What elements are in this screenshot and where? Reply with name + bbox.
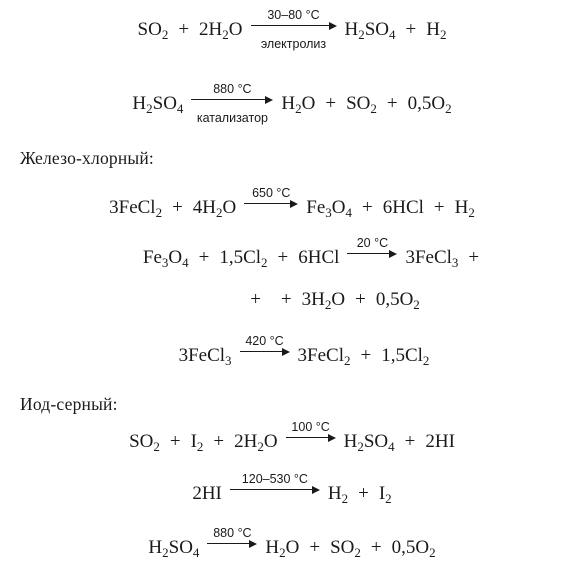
- plus-sign: +: [280, 289, 292, 310]
- equation-line: [0, 186, 584, 220]
- section-heading: Железо-хлорный:: [20, 148, 154, 168]
- plus-sign: +: [178, 19, 190, 40]
- chemical-term: [376, 288, 420, 312]
- formula-text: O: [285, 537, 300, 558]
- formula-text: O: [222, 197, 237, 218]
- equation-line: [0, 420, 584, 454]
- subscript: 2: [357, 439, 364, 454]
- reaction-arrow: [207, 526, 257, 553]
- reaction-condition-temperature: 650 °C: [252, 186, 291, 200]
- formula-text: O: [331, 289, 346, 310]
- chemical-term: [143, 246, 189, 270]
- formula-text: 3FeCl: [109, 197, 156, 218]
- reaction-condition-temperature: 880 °C: [213, 82, 252, 96]
- formula-text: 6HCl: [382, 197, 424, 218]
- plus-sign: +: [360, 345, 372, 366]
- subscript: 4: [389, 27, 396, 42]
- subscript: 2: [146, 101, 153, 116]
- subscript: 3: [325, 205, 332, 220]
- chemical-term: [129, 430, 160, 454]
- reaction-condition-method: катализатор: [196, 111, 268, 125]
- formula-text: I: [190, 431, 197, 452]
- formula-text: H: [148, 537, 163, 558]
- chemical-term: [265, 536, 299, 560]
- reaction-condition-temperature: 120–530 °C: [241, 472, 308, 486]
- formula-text: H: [132, 93, 147, 114]
- chemical-term: [346, 92, 377, 116]
- subscript: 2: [468, 205, 475, 220]
- plus-sign: +: [172, 197, 183, 218]
- reaction-condition-temperature: 100 °C: [291, 420, 330, 434]
- formula-text: H: [454, 197, 469, 218]
- equation-line: [24, 236, 584, 270]
- reaction-arrow: [244, 186, 298, 213]
- reaction-arrow: [240, 334, 290, 361]
- subscript: 3: [225, 353, 232, 368]
- chemical-term: [306, 196, 352, 220]
- chemical-term: [298, 344, 351, 368]
- equation-line: [0, 472, 584, 506]
- formula-text: 3H: [301, 289, 325, 310]
- formula-text: 3FeCl: [178, 345, 226, 366]
- subscript: 4: [182, 255, 189, 270]
- chemical-term: [383, 196, 424, 220]
- equation-line: [0, 526, 584, 560]
- plus-sign: +: [370, 537, 382, 558]
- subscript: 2: [413, 297, 420, 312]
- chemical-term: [392, 536, 436, 560]
- subscript: 3: [451, 255, 459, 270]
- reaction-arrow: [347, 236, 397, 263]
- formula-text: SO: [129, 431, 154, 452]
- equation-line: [12, 334, 584, 368]
- formula-text: Fe: [142, 247, 162, 268]
- subscript: 4: [388, 439, 395, 454]
- formula-text: SO: [346, 93, 371, 114]
- formula-text: O: [331, 197, 346, 218]
- reaction-condition-temperature: 420 °C: [245, 334, 284, 348]
- formula-text: 4H: [192, 197, 217, 218]
- chemical-term: [193, 196, 236, 220]
- subscript: 2: [261, 255, 268, 270]
- arrow-right-icon: [230, 486, 320, 494]
- formula-text: 0,5O: [391, 537, 430, 558]
- subscript: 2: [295, 101, 302, 116]
- subscript: 2: [429, 545, 436, 560]
- formula-text: 2H: [234, 431, 258, 452]
- plus-sign: +: [468, 247, 480, 268]
- subscript: 4: [345, 205, 352, 220]
- formula-text: H: [426, 19, 440, 40]
- formula-text: SO: [330, 537, 355, 558]
- formula-text: 2HI: [192, 483, 222, 504]
- subscript: 2: [279, 545, 286, 560]
- reaction-arrow: [191, 82, 273, 125]
- subscript: 2: [196, 439, 204, 454]
- formula-text: H: [343, 431, 358, 452]
- chemical-term: [281, 92, 315, 116]
- chemical-term: [179, 344, 232, 368]
- equation-line: [0, 82, 584, 125]
- formula-text: 6HCl: [298, 247, 340, 268]
- subscript: 2: [162, 545, 169, 560]
- plus-sign: +: [386, 93, 398, 114]
- arrow-right-icon: [244, 200, 298, 208]
- reaction-arrow: [230, 472, 320, 499]
- chemical-term: [455, 196, 475, 220]
- formula-text: SO: [152, 93, 177, 114]
- subscript: 2: [161, 27, 169, 42]
- chemical-term: [328, 482, 348, 506]
- reaction-arrow: [251, 8, 337, 51]
- chemical-term: [344, 430, 395, 454]
- chemical-term: [138, 18, 169, 42]
- chemical-term: [192, 482, 222, 506]
- reaction-condition-temperature: 20 °C: [356, 236, 389, 250]
- chemical-term: [381, 344, 429, 368]
- chemical-term: [298, 246, 339, 270]
- subscript: 2: [155, 205, 163, 220]
- subscript: 2: [343, 353, 351, 368]
- plus-sign: +: [405, 19, 417, 40]
- subscript: 2: [385, 491, 392, 506]
- plus-sign: +: [355, 289, 366, 310]
- chemical-term: [379, 482, 392, 506]
- plus-sign: +: [325, 93, 337, 114]
- formula-text: H: [265, 537, 280, 558]
- arrow-right-icon: [251, 22, 337, 30]
- formula-text: SO: [137, 19, 162, 40]
- chemical-term: [132, 92, 183, 116]
- reaction-condition-temperature: 30–80 °C: [267, 8, 320, 22]
- chemical-term: [234, 430, 277, 454]
- formula-text: H: [344, 19, 359, 40]
- formula-text: SO: [364, 19, 390, 40]
- formula-text: 0,5O: [375, 289, 414, 310]
- reaction-arrow: [286, 420, 336, 447]
- formula-text: Fe: [306, 197, 326, 218]
- subscript: 2: [370, 101, 377, 116]
- formula-text: H: [327, 483, 342, 504]
- subscript: 2: [216, 205, 223, 220]
- formula-text: 2H: [199, 19, 223, 40]
- chemical-term: [345, 18, 396, 42]
- formula-text: 3FeCl: [405, 247, 452, 268]
- chemical-term: [405, 246, 458, 270]
- plus-sign: +: [198, 247, 210, 268]
- formula-text: 1,5Cl: [381, 345, 423, 366]
- plus-sign: +: [309, 537, 321, 558]
- chemical-term: [199, 18, 242, 42]
- section-heading: Иод-серный:: [20, 394, 118, 414]
- formula-text: SO: [168, 537, 193, 558]
- formula-text: H: [281, 93, 296, 114]
- chemical-term: [425, 430, 455, 454]
- subscript: 2: [354, 545, 361, 560]
- plus-sign: +: [433, 197, 445, 218]
- formula-text: O: [301, 93, 316, 114]
- equation-line: [0, 8, 584, 51]
- chemical-term: [191, 430, 204, 454]
- plus-sign: +: [250, 289, 261, 310]
- arrow-right-icon: [191, 96, 273, 104]
- arrow-right-icon: [207, 540, 257, 548]
- formula-text: I: [378, 483, 386, 504]
- formula-text: SO: [363, 431, 389, 452]
- chemical-term: [109, 196, 162, 220]
- arrow-right-icon: [286, 434, 336, 442]
- subscript: 2: [439, 27, 447, 42]
- subscript: 2: [341, 491, 349, 506]
- subscript: 2: [422, 353, 430, 368]
- plus-sign: +: [404, 431, 416, 452]
- reaction-condition-temperature: 880 °C: [213, 526, 252, 540]
- plus-sign: +: [362, 197, 373, 218]
- formula-text: O: [228, 19, 243, 40]
- chemical-term: [408, 92, 452, 116]
- subscript: 2: [257, 439, 264, 454]
- chemical-term: [148, 536, 199, 560]
- plus-sign: +: [358, 483, 369, 504]
- subscript: 2: [222, 27, 229, 42]
- subscript: 2: [445, 101, 452, 116]
- formula-text: O: [168, 247, 183, 268]
- subscript: 2: [153, 439, 160, 454]
- arrow-right-icon: [347, 250, 397, 258]
- formula-text: 2HI: [425, 431, 455, 452]
- formula-text: 0,5O: [407, 93, 446, 114]
- subscript: 2: [324, 297, 332, 312]
- chemical-term: [426, 18, 446, 42]
- subscript: 4: [176, 101, 184, 116]
- chemical-term: [330, 536, 361, 560]
- formula-text: 1,5Cl: [219, 247, 262, 268]
- plus-sign: +: [213, 431, 225, 452]
- plus-sign: +: [277, 247, 289, 268]
- subscript: 4: [192, 545, 200, 560]
- reaction-condition-method: электролиз: [260, 37, 327, 51]
- equation-line: [38, 288, 584, 312]
- formula-text: O: [263, 431, 278, 452]
- plus-sign: +: [169, 431, 181, 452]
- arrow-right-icon: [240, 348, 290, 356]
- chemical-term: [302, 288, 345, 312]
- subscript: 3: [161, 255, 169, 270]
- formula-text: 3FeCl: [297, 345, 344, 366]
- subscript: 2: [358, 27, 365, 42]
- chemical-term: [219, 246, 267, 270]
